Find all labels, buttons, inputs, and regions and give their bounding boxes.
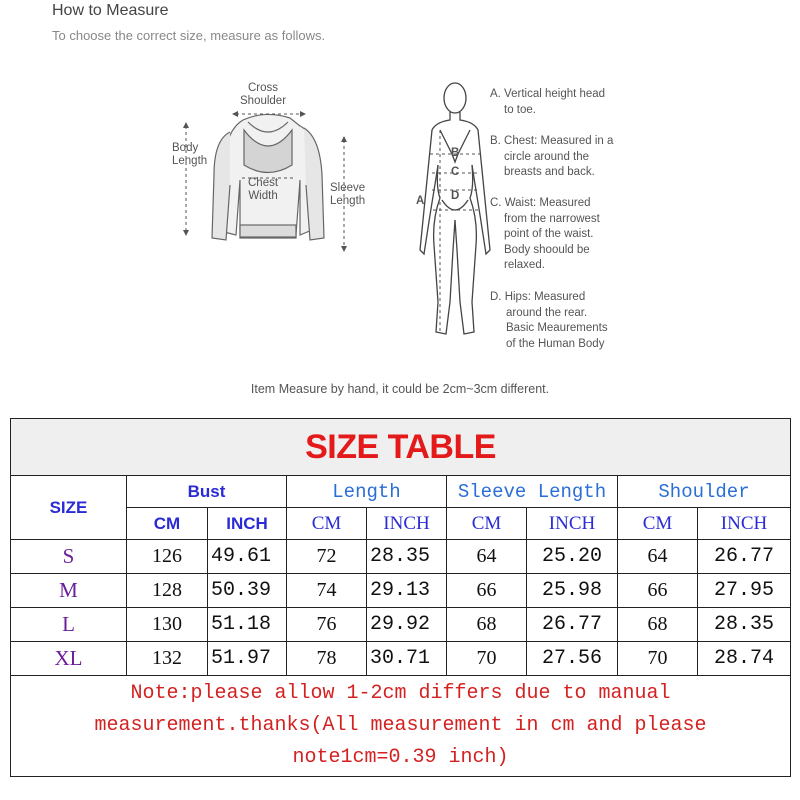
note-b-line: B. Chest: Measured in a <box>490 135 614 147</box>
table-cell: 66 <box>447 574 527 608</box>
unit-header: CM <box>287 508 367 540</box>
table-cell: 70 <box>618 642 698 676</box>
note-c-line: from the narrowest <box>504 212 600 225</box>
unit-header: CM <box>447 508 527 540</box>
label-d: D <box>451 190 460 202</box>
table-cell: 49.61 <box>208 540 287 574</box>
size-label: S <box>11 540 127 574</box>
size-table-note <box>11 676 791 777</box>
table-cell: 132 <box>127 642 208 676</box>
group-header-bust: Bust <box>127 476 287 508</box>
size-label: M <box>11 574 127 608</box>
note-c <box>490 196 600 274</box>
table-row <box>11 574 791 608</box>
note-a-line: to toe. <box>504 103 536 116</box>
size-label: XL <box>11 642 127 676</box>
table-cell: 76 <box>287 608 367 642</box>
table-cell: 51.18 <box>208 608 287 642</box>
note-d-line: around the rear. <box>506 306 588 319</box>
note-a <box>490 87 605 118</box>
table-cell: 26.77 <box>527 608 618 642</box>
table-cell: 27.95 <box>698 574 791 608</box>
note-b-line: breasts and back. <box>504 166 595 178</box>
table-cell: 25.98 <box>527 574 618 608</box>
table-cell: 66 <box>618 574 698 608</box>
page-subtitle: To choose the correct size, measure as follows. <box>52 28 326 43</box>
size-table-title-text: SIZE TABLE <box>305 427 496 466</box>
unit-header: INCH <box>208 508 287 540</box>
table-row <box>11 642 791 676</box>
label-b: B <box>451 147 460 159</box>
cross-shoulder-label-2: Shoulder <box>240 95 287 107</box>
body-length-label-1: Body <box>172 142 199 154</box>
note-line: Note:please allow 1-2cm differs due to manual <box>130 682 671 705</box>
size-label: L <box>11 608 127 642</box>
unit-header: INCH <box>367 508 447 540</box>
table-cell: 64 <box>618 540 698 574</box>
unit-header: INCH <box>698 508 791 540</box>
measurement-illustration <box>0 70 800 380</box>
table-cell: 50.39 <box>208 574 287 608</box>
size-table-title <box>11 419 791 476</box>
table-cell: 128 <box>127 574 208 608</box>
hand-measure-note: Item Measure by hand, it could be 2cm~3cm different. <box>250 382 550 396</box>
table-cell: 72 <box>287 540 367 574</box>
sleeve-length-label-1: Sleeve <box>330 182 366 194</box>
table-row <box>11 608 791 642</box>
note-c-line: point of the waist. <box>504 228 594 240</box>
table-cell: 29.92 <box>367 608 447 642</box>
table-cell: 126 <box>127 540 208 574</box>
note-c-line: C. Waist: Measured <box>490 197 591 209</box>
table-cell: 29.13 <box>367 574 447 608</box>
table-row <box>11 540 791 574</box>
group-header-length: Length <box>287 476 447 508</box>
table-cell: 68 <box>618 608 698 642</box>
table-cell: 78 <box>287 642 367 676</box>
table-cell: 130 <box>127 608 208 642</box>
body-length-label-2: Length <box>172 155 208 167</box>
table-cell: 70 <box>447 642 527 676</box>
unit-header: CM <box>127 508 208 540</box>
cross-shoulder-label-1: Cross <box>248 82 279 94</box>
note-d <box>490 290 608 352</box>
group-header-sleeve-length: Sleeve Length <box>447 476 618 508</box>
group-header-shoulder: Shoulder <box>618 476 791 508</box>
unit-header: CM <box>618 508 698 540</box>
page-title: How to Measure <box>52 2 169 19</box>
sleeve-length-label-2: Length <box>330 195 366 207</box>
table-cell: 26.77 <box>698 540 791 574</box>
table-cell: 74 <box>287 574 367 608</box>
chest-width-label-2: Width <box>248 190 278 202</box>
chest-width-label-1: Chest <box>248 177 279 189</box>
size-header: SIZE <box>11 476 127 540</box>
note-b-line: circle around the <box>504 150 590 163</box>
table-cell: 51.97 <box>208 642 287 676</box>
table-cell: 68 <box>447 608 527 642</box>
note-b <box>490 134 613 181</box>
label-a: A <box>416 195 425 207</box>
table-cell: 30.71 <box>367 642 447 676</box>
unit-header: INCH <box>527 508 618 540</box>
table-cell: 28.35 <box>698 608 791 642</box>
table-cell: 64 <box>447 540 527 574</box>
table-cell: 25.20 <box>527 540 618 574</box>
note-line: note1cm=0.39 inch) <box>292 746 509 769</box>
table-cell: 28.35 <box>367 540 447 574</box>
size-table <box>10 418 790 777</box>
note-d-line: Basic Meaurements <box>506 322 608 334</box>
note-a-line: A. Vertical height head <box>490 88 606 100</box>
note-c-line: relaxed. <box>504 259 545 271</box>
table-cell: 28.74 <box>698 642 791 676</box>
note-line: measurement.thanks(All measurement in cm and please <box>94 714 707 737</box>
table-cell: 27.56 <box>527 642 618 676</box>
label-c: C <box>451 166 460 178</box>
human-figure-icon <box>420 83 490 334</box>
note-c-line: Body shoould be <box>504 243 590 256</box>
note-d-line: D. Hips: Measured <box>490 291 586 303</box>
note-d-line: of the Human Body <box>506 337 605 350</box>
sweater-diagram <box>0 70 800 380</box>
